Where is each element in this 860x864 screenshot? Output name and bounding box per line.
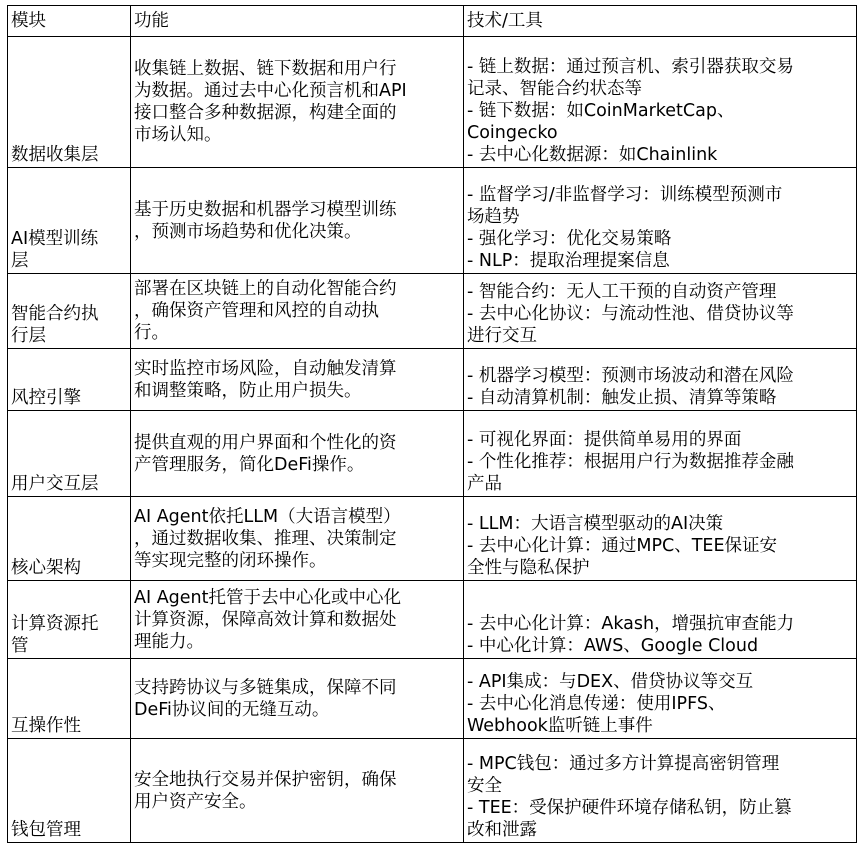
- tech-cell: [464, 739, 857, 843]
- tech-cell: [464, 497, 857, 581]
- cell-text-line: 产品: [467, 474, 502, 494]
- cell-text-line: - MPC钱包：通过多方计算提高密钥管理: [467, 754, 780, 774]
- cell-text-line: 提供直观的用户界面和个性化的资: [134, 432, 397, 453]
- cell-text-line: Webhook监听链上事件: [467, 716, 653, 736]
- cell-text-line: 数据收集层: [11, 145, 99, 165]
- tech-cell: [464, 349, 857, 411]
- cell-text-line: 部署在区块链上的自动化智能合约: [134, 279, 397, 299]
- cell-text-line: 实时监控市场风险，自动触发清算: [134, 358, 397, 379]
- tech-cell: [464, 37, 857, 168]
- cell-text-line: - LLM：大语言模型驱动的AI决策: [467, 514, 724, 534]
- cell-text-line: 层: [11, 251, 29, 271]
- cell-text-line: 接口整合多种数据源，构建全面的: [134, 103, 397, 123]
- cell-text-line: - 链上数据：通过预言机、索引器获取交易: [467, 57, 794, 77]
- module-cell: [8, 581, 131, 659]
- cell-text-line: 智能合约执: [11, 304, 99, 324]
- cell-text-line: 互操作性: [11, 716, 81, 736]
- cell-text-line: - 监督学习/非监督学习：训练模型预测市: [467, 185, 783, 205]
- cell-text-line: - TEE：受保护硬件环境存储私钥，防止篡: [467, 798, 792, 818]
- cell-text-line: ，确保资产管理和风控的自动执: [134, 301, 379, 321]
- tech-cell: [464, 168, 857, 274]
- cell-text-line: - 自动清算机制：触发止损、清算等策略: [467, 388, 777, 408]
- cell-text-line: 场趋势: [467, 207, 520, 227]
- cell-text-line: 核心架构: [11, 558, 81, 578]
- cell-text-line: - 个性化推荐：根据用户行为数据推荐金融: [467, 452, 794, 472]
- header-function: 功能: [131, 6, 464, 37]
- cell-text-line: 用户交互层: [11, 474, 99, 494]
- table-row: [8, 581, 857, 659]
- cell-text-line: - 可视化界面：提供简单易用的界面: [467, 430, 742, 450]
- cell-text-line: AI Agent依托LLM（大语言模型）: [134, 506, 401, 527]
- function-cell: [131, 581, 464, 659]
- module-cell: [8, 349, 131, 411]
- cell-text-line: 理能力。: [134, 631, 204, 652]
- cell-text-line: 为数据。通过去中心化预言机和API: [134, 81, 407, 101]
- cell-text-line: 安全地执行交易并保护密钥，确保: [134, 769, 397, 790]
- cell-text-line: ，通过数据收集、推理、决策制定: [134, 528, 397, 549]
- module-cell: [8, 274, 131, 349]
- table-row: [8, 411, 857, 497]
- cell-text-line: - API集成：与DEX、借贷协议等交互: [467, 672, 754, 692]
- cell-text-line: - 机器学习模型：预测市场波动和潜在风险: [467, 366, 794, 386]
- cell-text-line: 产管理服务，简化DeFi操作。: [134, 454, 365, 475]
- function-cell: [131, 411, 464, 497]
- cell-text-line: ，预测市场趋势和优化决策。: [134, 221, 362, 242]
- cell-text-line: 市场认知。: [134, 125, 222, 145]
- cell-text-line: - 去中心化消息传递：使用IPFS、: [467, 694, 726, 714]
- function-cell: [131, 37, 464, 168]
- module-cell: [8, 659, 131, 739]
- tech-cell: [464, 581, 857, 659]
- function-cell: [131, 497, 464, 581]
- cell-text-line: 全性与隐私保护: [467, 558, 590, 578]
- table-row: [8, 168, 857, 274]
- cell-text-line: DeFi协议间的无缝互动。: [134, 699, 330, 720]
- cell-text-line: - 中心化计算：AWS、Google Cloud: [467, 636, 759, 656]
- cell-text-line: 基于历史数据和机器学习模型训练: [134, 199, 397, 220]
- cell-text-line: 进行交互: [467, 326, 537, 346]
- cell-text-line: 支持跨协议与多链集成，保障不同: [134, 677, 397, 698]
- function-cell: [131, 739, 464, 843]
- function-cell: [131, 274, 464, 349]
- tech-cell: [464, 659, 857, 739]
- cell-text-line: - NLP：提取治理提案信息: [467, 251, 670, 271]
- module-cell: [8, 739, 131, 843]
- table-row: [8, 497, 857, 581]
- cell-text-line: 改和泄露: [467, 820, 537, 840]
- cell-text-line: 管: [11, 636, 29, 656]
- table-row: [8, 739, 857, 843]
- cell-text-line: 安全: [467, 776, 502, 796]
- cell-text-line: 记录、智能合约状态等: [467, 79, 642, 99]
- cell-text-line: 和调整策略，防止用户损失。: [134, 380, 362, 401]
- cell-text-line: 行层: [11, 326, 46, 346]
- cell-text-line: 计算资源，保障高效计算和数据处: [134, 609, 397, 630]
- table-row: [8, 349, 857, 411]
- function-cell: [131, 349, 464, 411]
- cell-text-line: - 智能合约：无人工干预的自动资产管理: [467, 282, 777, 302]
- cell-text-line: - 去中心化数据源：如Chainlink: [467, 145, 718, 165]
- tech-cell: [464, 274, 857, 349]
- table-row: [8, 659, 857, 739]
- header-tech: 技术/工具: [464, 6, 857, 37]
- cell-text-line: AI模型训练: [11, 229, 99, 249]
- module-cell: [8, 168, 131, 274]
- module-cell: [8, 37, 131, 168]
- header-row: [8, 6, 857, 37]
- tech-cell: [464, 411, 857, 497]
- table-row: [8, 274, 857, 349]
- cell-text-line: 计算资源托: [11, 614, 99, 634]
- cell-text-line: 用户资产安全。: [134, 791, 257, 812]
- cell-text-line: - 去中心化协议：与流动性池、借贷协议等: [467, 304, 794, 324]
- cell-text-line: 等实现完整的闭环操作。: [134, 550, 327, 571]
- cell-text-line: 收集链上数据、链下数据和用户行: [134, 59, 397, 79]
- cell-text-line: - 去中心化计算：通过MPC、TEE保证安: [467, 536, 778, 556]
- function-cell: [131, 659, 464, 739]
- cell-text-line: 行。: [134, 323, 169, 343]
- architecture-table: [7, 5, 857, 843]
- cell-text-line: - 去中心化计算：Akash，增强抗审查能力: [467, 614, 795, 634]
- header-module: 模块: [8, 6, 131, 37]
- cell-text-line: Coingecko: [467, 123, 558, 143]
- table-row: [8, 37, 857, 168]
- cell-text-line: AI Agent托管于去中心化或中心化: [134, 587, 401, 608]
- cell-text-line: 风控引擎: [11, 388, 81, 408]
- module-cell: [8, 411, 131, 497]
- module-cell: [8, 497, 131, 581]
- cell-text-line: - 链下数据：如CoinMarketCap、: [467, 101, 735, 121]
- cell-text-line: - 强化学习：优化交易策略: [467, 229, 672, 249]
- function-cell: [131, 168, 464, 274]
- cell-text-line: 钱包管理: [11, 820, 81, 840]
